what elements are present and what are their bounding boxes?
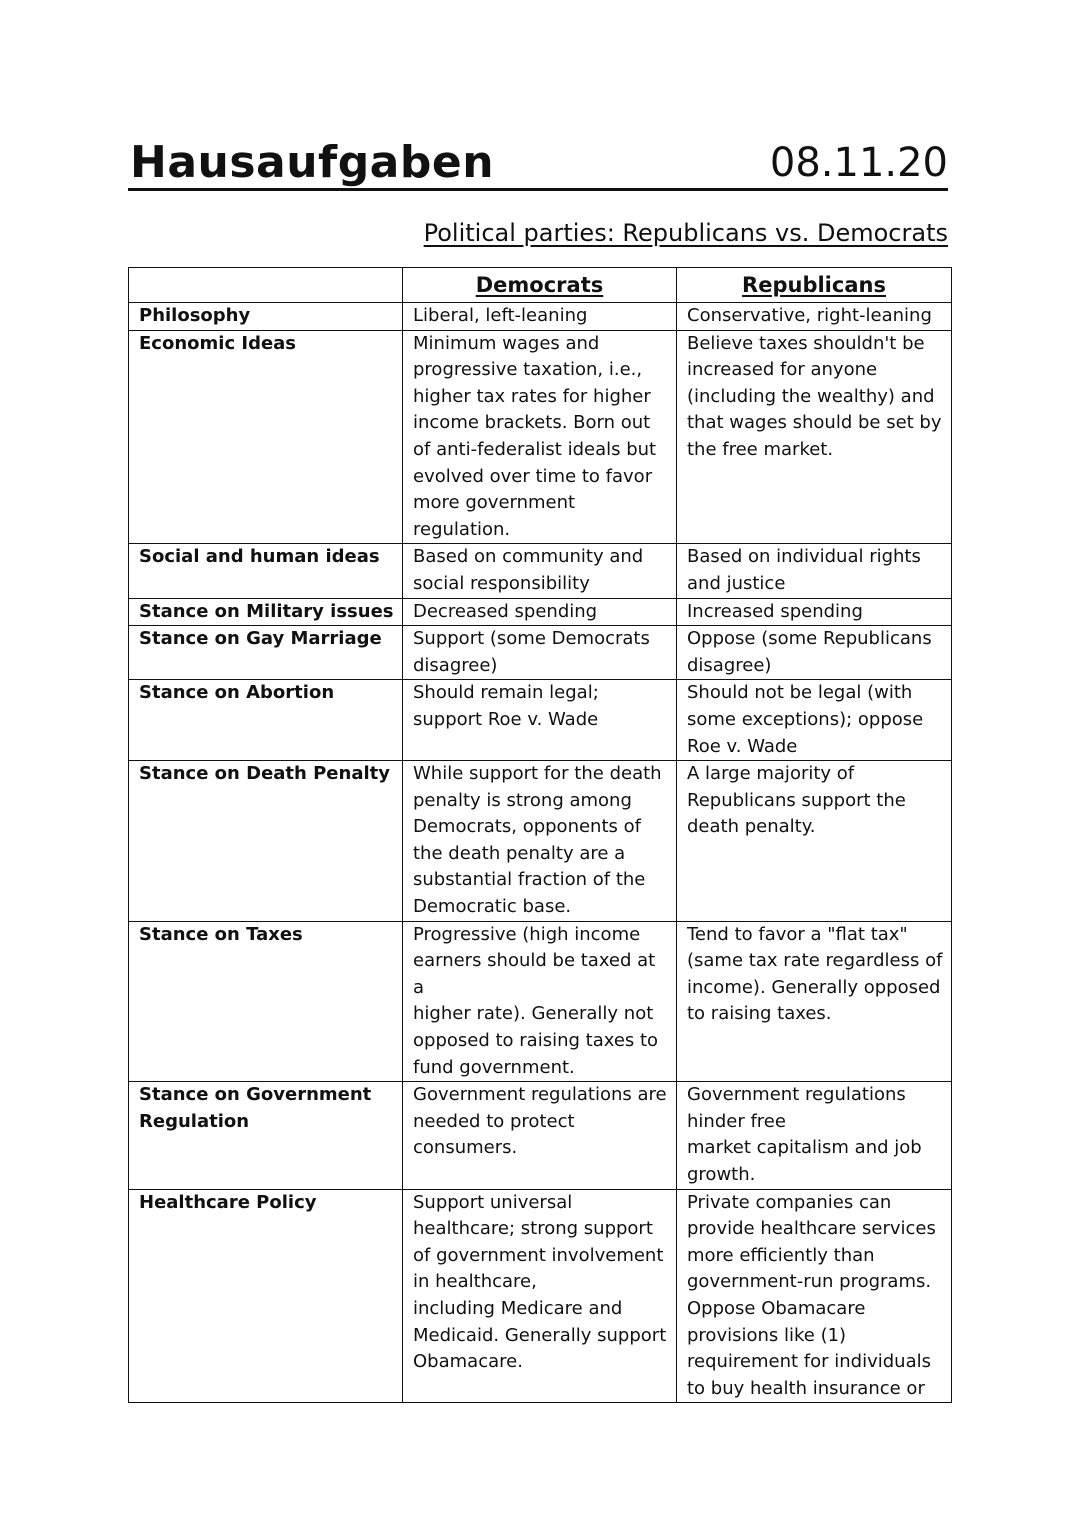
row-label: Healthcare Policy [129,1189,403,1403]
democrats-cell: Decreased spending [403,598,677,626]
democrats-cell: Based on community and social responsibility [403,544,677,598]
row-label: Economic Ideas [129,330,403,544]
democrats-cell: While support for the death penalty is strong among Democrats, opponents of the death penalty are a substantial fraction of the Democratic base. [403,761,677,922]
row-label: Stance on Taxes [129,921,403,1082]
document-subtitle: Political parties: Republicans vs. Democrats [423,219,948,247]
republicans-cell: Believe taxes shouldn't be increased for anyone (including the wealthy) and that wages should be set by the free market. [677,330,952,544]
row-label: Stance on Gay Marriage [129,626,403,680]
republicans-cell: Should not be legal (with some exceptions); oppose Roe v. Wade [677,680,952,761]
document-header [128,138,948,191]
column-header-empty [129,268,403,303]
row-label: Social and human ideas [129,544,403,598]
table-row [129,680,952,761]
table-row [129,761,952,922]
document-date: 08.11.20 [769,140,948,186]
table-row [129,303,952,331]
republicans-cell: Tend to favor a "flat tax" (same tax rate regardless of income). Generally opposed to raising taxes. [677,921,952,1082]
row-label: Philosophy [129,303,403,331]
table-row [129,921,952,1082]
democrats-cell: Liberal, left-leaning [403,303,677,331]
democrats-cell: Should remain legal; support Roe v. Wade [403,680,677,761]
democrats-cell: Support (some Democrats disagree) [403,626,677,680]
table-row [129,1189,952,1403]
row-label: Stance on Death Penalty [129,761,403,922]
democrats-cell: Minimum wages and progressive taxation, i.e., higher tax rates for higher income brackets. Born out of anti-federalist ideals but evolved over time to favor more government regulation. [403,330,677,544]
row-label: Stance on Military issues [129,598,403,626]
democrats-cell: Support universal healthcare; strong support of government involvement in healthcare, including Medicare and Medicaid. Generally support Obamacare. [403,1189,677,1403]
column-header-republicans: Republicans [677,268,952,303]
republicans-cell: Government regulations hinder free market capitalism and job growth. [677,1082,952,1189]
column-header-democrats: Democrats [403,268,677,303]
table-header-row [129,268,952,303]
republicans-cell: Private companies can provide healthcare services more efficiently than government-run programs. Oppose Obamacare provisions like (1) requirement for individuals to buy health insurance or [677,1189,952,1403]
table-row [129,544,952,598]
republicans-cell: Increased spending [677,598,952,626]
table-row [129,330,952,544]
row-label: Stance on Government Regulation [129,1082,403,1189]
republicans-cell: Conservative, right-leaning [677,303,952,331]
row-label: Stance on Abortion [129,680,403,761]
republicans-cell: A large majority of Republicans support the death penalty. [677,761,952,922]
table-row [129,598,952,626]
table-row [129,1082,952,1189]
democrats-cell: Government regulations are needed to protect consumers. [403,1082,677,1189]
document-title: Hausaufgaben [130,137,495,188]
comparison-table [128,267,952,1403]
republicans-cell: Oppose (some Republicans disagree) [677,626,952,680]
table-row [129,626,952,680]
republicans-cell: Based on individual rights and justice [677,544,952,598]
democrats-cell: Progressive (high income earners should be taxed at a higher rate). Generally not opposed to raising taxes to fund government. [403,921,677,1082]
